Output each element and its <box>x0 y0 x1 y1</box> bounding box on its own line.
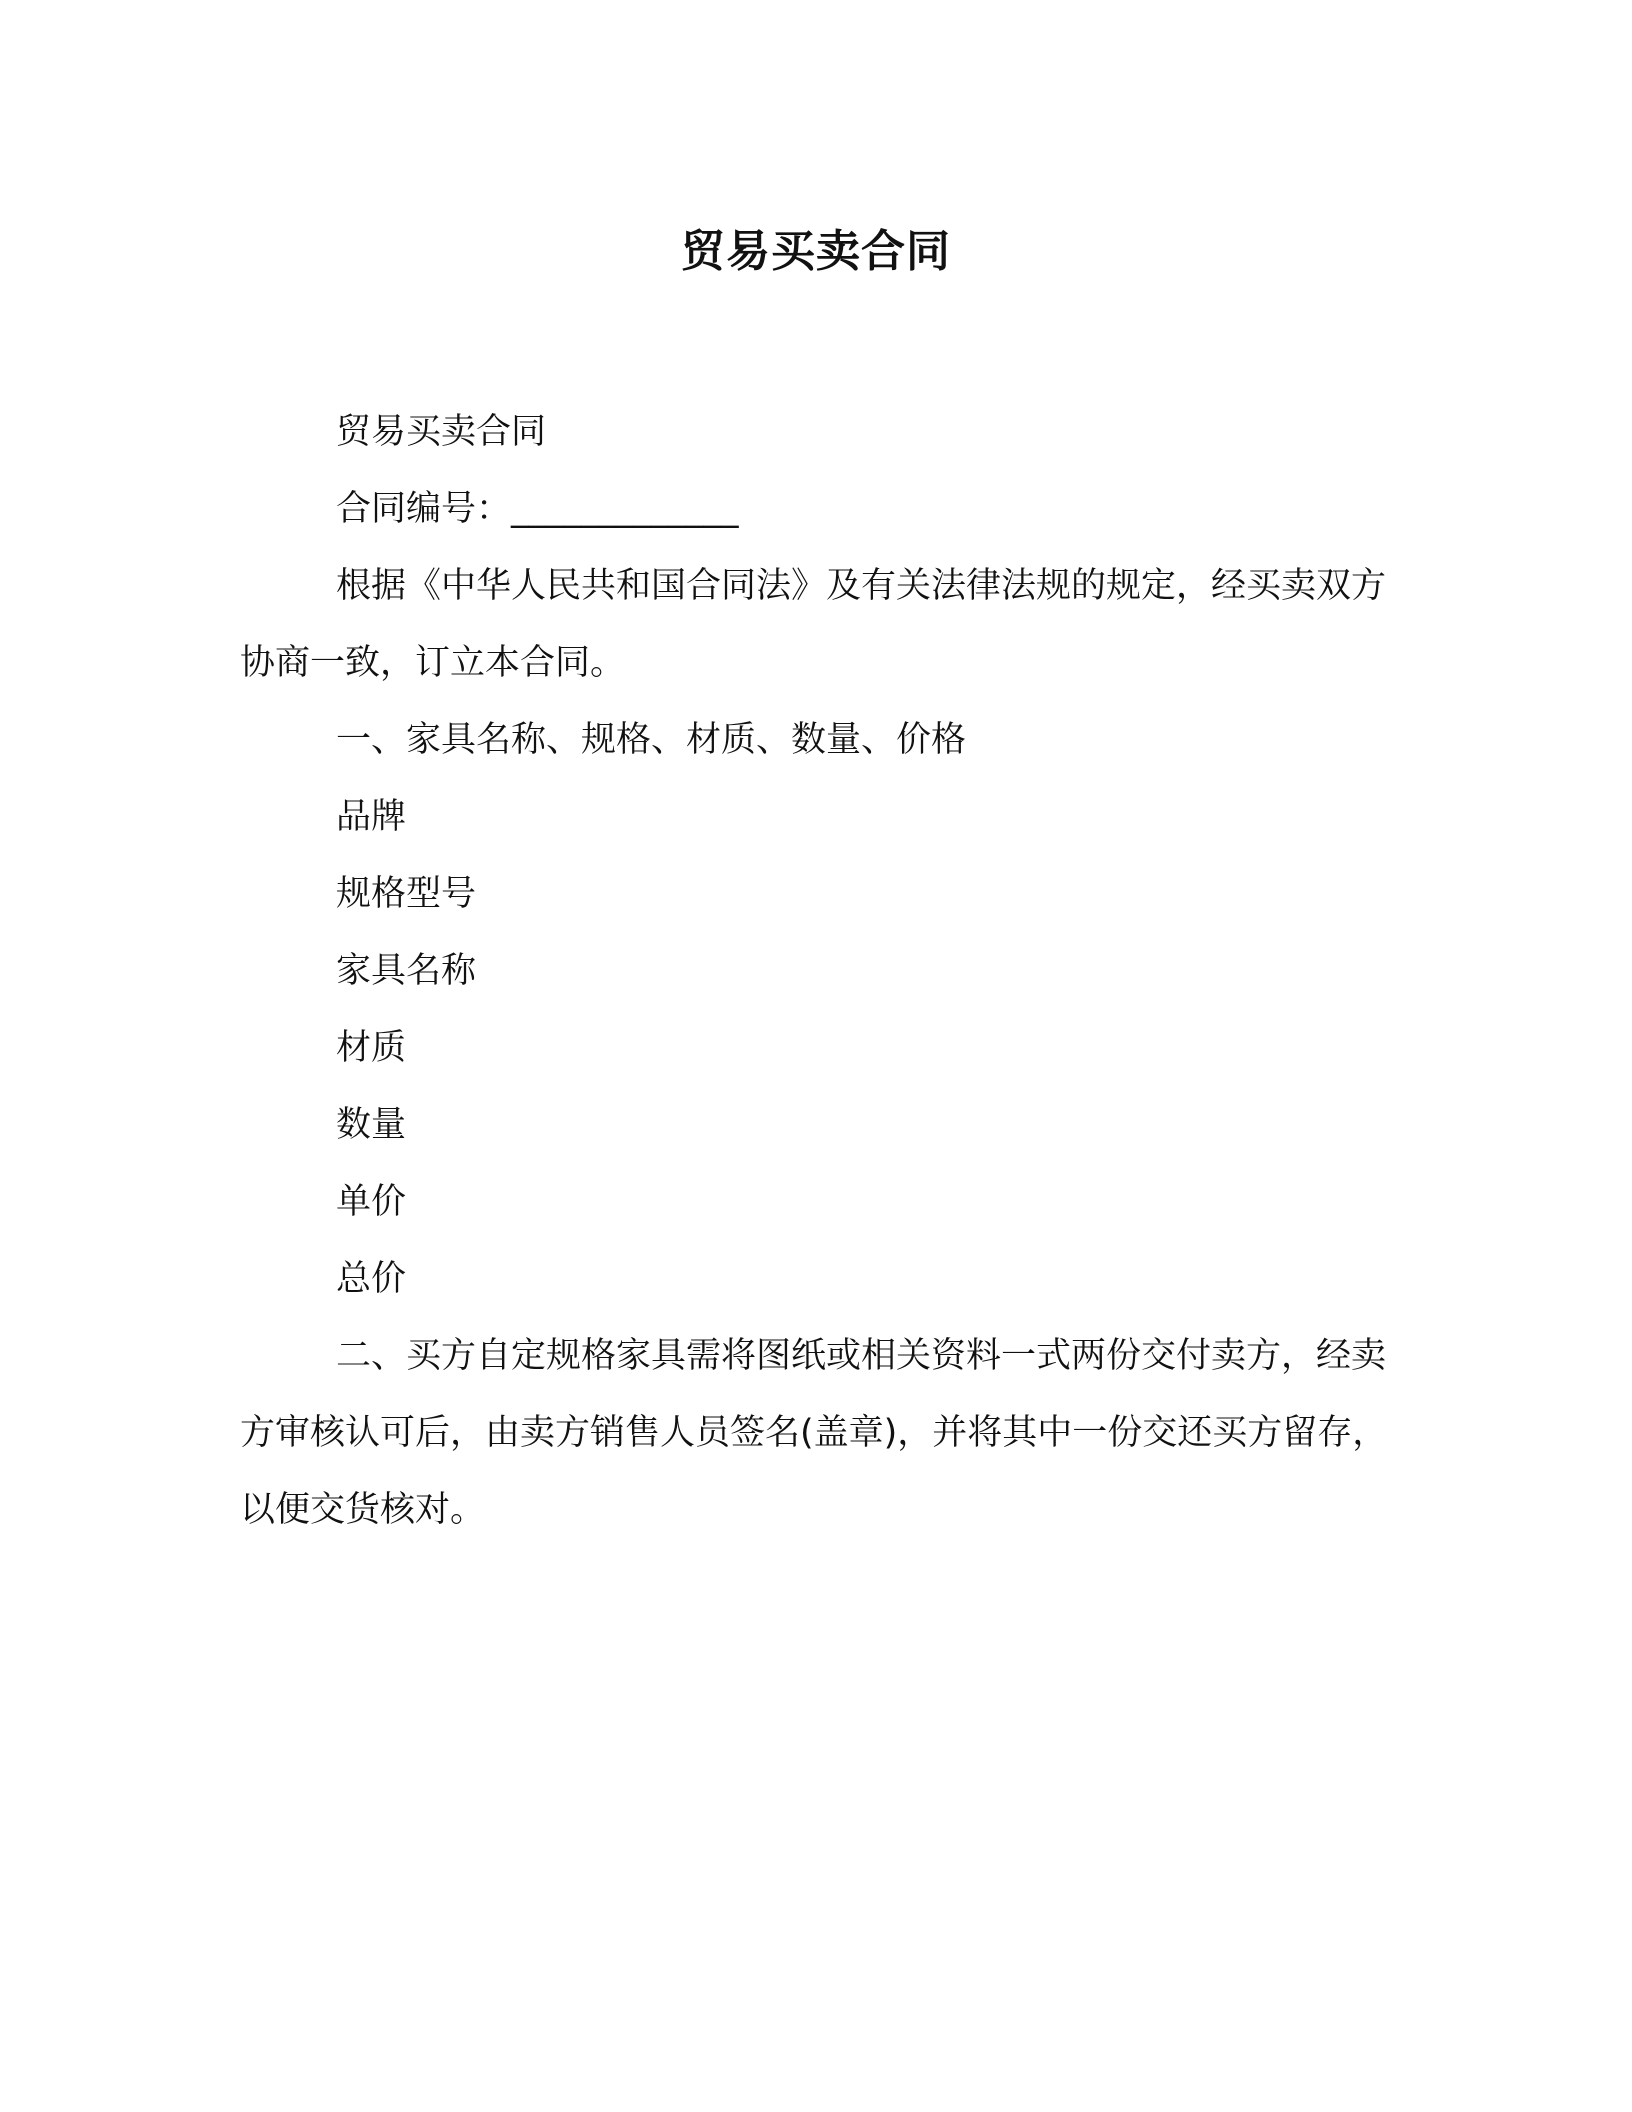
field-model: 规格型号 <box>336 874 477 914</box>
field-quantity: 数量 <box>336 1105 407 1145</box>
field-unit-price: 单价 <box>336 1182 407 1222</box>
field-material: 材质 <box>336 1028 407 1068</box>
field-total-price: 总价 <box>336 1259 407 1299</box>
document-body <box>240 394 1400 1549</box>
section-two-paragraph: 二、买方自定规格家具需将图纸或相关资料一式两份交付卖方，经卖方审核认可后，由卖方销售人员签名(盖章)，并将其中一份交还买方留存，以便交货核对。 <box>240 1336 1388 1530</box>
field-brand: 品牌 <box>336 797 407 837</box>
subtitle-line: 贸易买卖合同 <box>336 412 547 452</box>
field-furniture-name: 家具名称 <box>336 951 477 991</box>
section-one-heading: 一、家具名称、规格、材质、数量、价格 <box>336 720 967 760</box>
intro-paragraph: 根据《中华人民共和国合同法》及有关法律法规的规定，经买卖双方协商一致，订立本合同。 <box>240 566 1387 683</box>
document-title: 贸易买卖合同 <box>681 226 951 277</box>
contract-number-line: 合同编号：_____________ <box>336 489 739 529</box>
